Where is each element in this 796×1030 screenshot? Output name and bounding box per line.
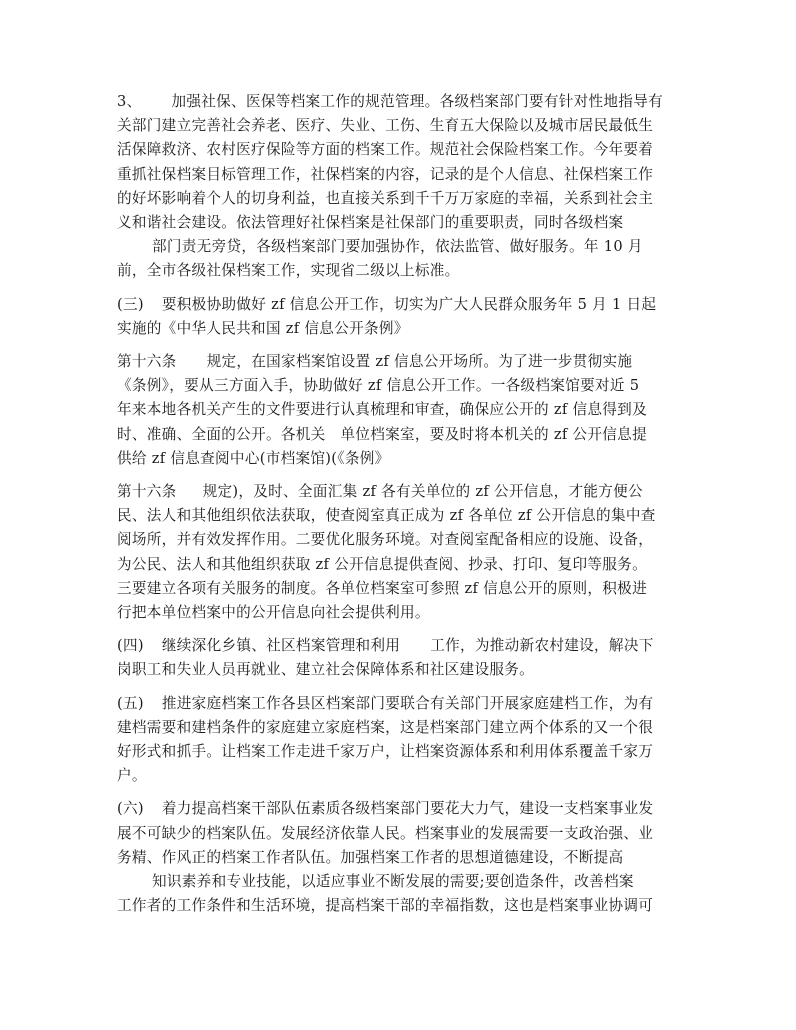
paragraph-article-16-a xyxy=(117,350,686,471)
text-line: 民、法人和其他组织依法获取，使查阅室真正成为 zf 各单位 zf 公开信息的集中查 xyxy=(117,507,656,525)
list-number: 3、 xyxy=(117,93,142,110)
text-line: 3、 加强社保、医保等档案工作的规范管理。各级档案部门要有针对性地指导有 xyxy=(117,93,663,110)
paragraph-social-security xyxy=(117,90,686,284)
text-line: 的好坏影响着个人的切身利益，也直接关系到千千万万家庭的幸福，关系到社会主 xyxy=(117,189,654,207)
text-line: 年来本地各机关产生的文件要进行认真梳理和审查，确保应公开的 zf 信息得到及 xyxy=(117,401,647,419)
text-line: 活保障救济、农村医疗保险等方面的档案工作。规范社会保险档案工作。今年要着 xyxy=(117,141,654,159)
text-line: 时、准确、全面的公开。各机关 单位档案室，要及时将本机关的 zf 公开信息提 xyxy=(117,425,647,443)
text-line: 建档需要和建档条件的家庭建立家庭档案，这是档案部门建立两个体系的又一个很 xyxy=(117,718,654,736)
text-line: (三) 要积极协助做好 zf 信息公开工作，切实为广大人民群众服务年 5 月 1 日起 xyxy=(117,295,657,313)
text-line: 工作者的工作条件和生活环境，提高档案干部的幸福指数，这也是档案事业协调可 xyxy=(117,897,654,915)
paragraph-article-16-b xyxy=(117,480,686,625)
paragraph-info-disclosure xyxy=(117,293,686,341)
paragraph-family-archives xyxy=(117,692,686,789)
text-line: 前，全市各级社保档案工作，实现省二级以上标准。 xyxy=(117,262,460,280)
text-line: 阅场所，并有效发挥作用。二要优化服务环境。对查阅室配备相应的设施、设备， xyxy=(117,531,654,549)
article-label: 第十六条 xyxy=(117,483,177,501)
text-line: 部门责无旁贷，各级档案部门要加强协作，依法监管、做好服务。年 10 月 xyxy=(152,238,643,256)
text-line: 户。 xyxy=(117,767,147,785)
text-line: 务精、作风正的档案工作者队伍。加强档案工作者的思想道德建设，不断提高 xyxy=(117,848,624,866)
text-line: 为公民、法人和其他组织获取 zf 公开信息提供查阅、抄录、打印、复印等服务。 xyxy=(117,555,647,573)
list-number: (四) xyxy=(117,637,144,655)
paragraph-staff-quality xyxy=(117,797,686,918)
text-line: 实施的《中华人民共和国 zf 信息公开条例》 xyxy=(117,319,409,337)
text-line: 《条例》，要从三方面入手，协助做好 zf 信息公开工作。一各级档案馆要对近 5 xyxy=(117,377,640,395)
text-line: (六) 着力提高档案干部队伍素质各级档案部门要花大力气，建设一支档案事业发 xyxy=(117,800,654,818)
text-line: 展不可缺少的档案队伍。发展经济依靠人民。档案事业的发展需要一支政治强、业 xyxy=(117,824,654,842)
text-line: 岗职工和失业人员再就业、建立社会保障体系和社区建设服务。 xyxy=(117,661,535,679)
list-number: (五) xyxy=(117,694,144,712)
text-line: (四) 继续深化乡镇、社区档案管理和利用 工作，为推动新农村建设，解决下 xyxy=(117,637,654,655)
list-number: (六) xyxy=(117,800,144,818)
text-line: 重抓社保档案目标管理工作，社保档案的内容，记录的是个人信息、社保档案工作 xyxy=(117,165,654,183)
list-number: (三) xyxy=(117,295,144,313)
text-line: 关部门建立完善社会养老、医疗、失业、工伤、生育五大保险以及城市居民最低生 xyxy=(117,117,654,135)
text-line: 第十六条 规定)，及时、全面汇集 zf 各有关单位的 zf 公开信息，才能方便公 xyxy=(117,483,643,501)
text-line: 义和谐社会建设。依法管理好社保档案是社保部门的重要职责，同时各级档案 xyxy=(117,214,624,232)
paragraph-community-archives xyxy=(117,634,686,682)
text-line: 知识素养和专业技能，以适应事业不断发展的需要;要创造条件，改善档案 xyxy=(152,873,634,891)
text-line: 好形式和抓手。让档案工作走进千家万户，让档案资源体系和利用体系覆盖千家万 xyxy=(117,743,654,761)
text-line: 第十六条 规定，在国家档案馆设置 zf 信息公开场所。为了进一步贯彻实施 xyxy=(117,353,633,371)
text-line: 供给 zf 信息查阅中心(市档案馆)(《条例》 xyxy=(117,449,390,467)
text-line: 三要建立各项有关服务的制度。各单位档案室可参照 zf 信息公开的原则，积极进 xyxy=(117,579,647,597)
text-line: (五) 推进家庭档案工作各县区档案部门要联合有关部门开展家庭建档工作，为有 xyxy=(117,694,654,712)
text-line: 行把本单位档案中的公开信息向社会提供利用。 xyxy=(117,604,430,622)
article-label: 第十六条 xyxy=(117,353,177,371)
